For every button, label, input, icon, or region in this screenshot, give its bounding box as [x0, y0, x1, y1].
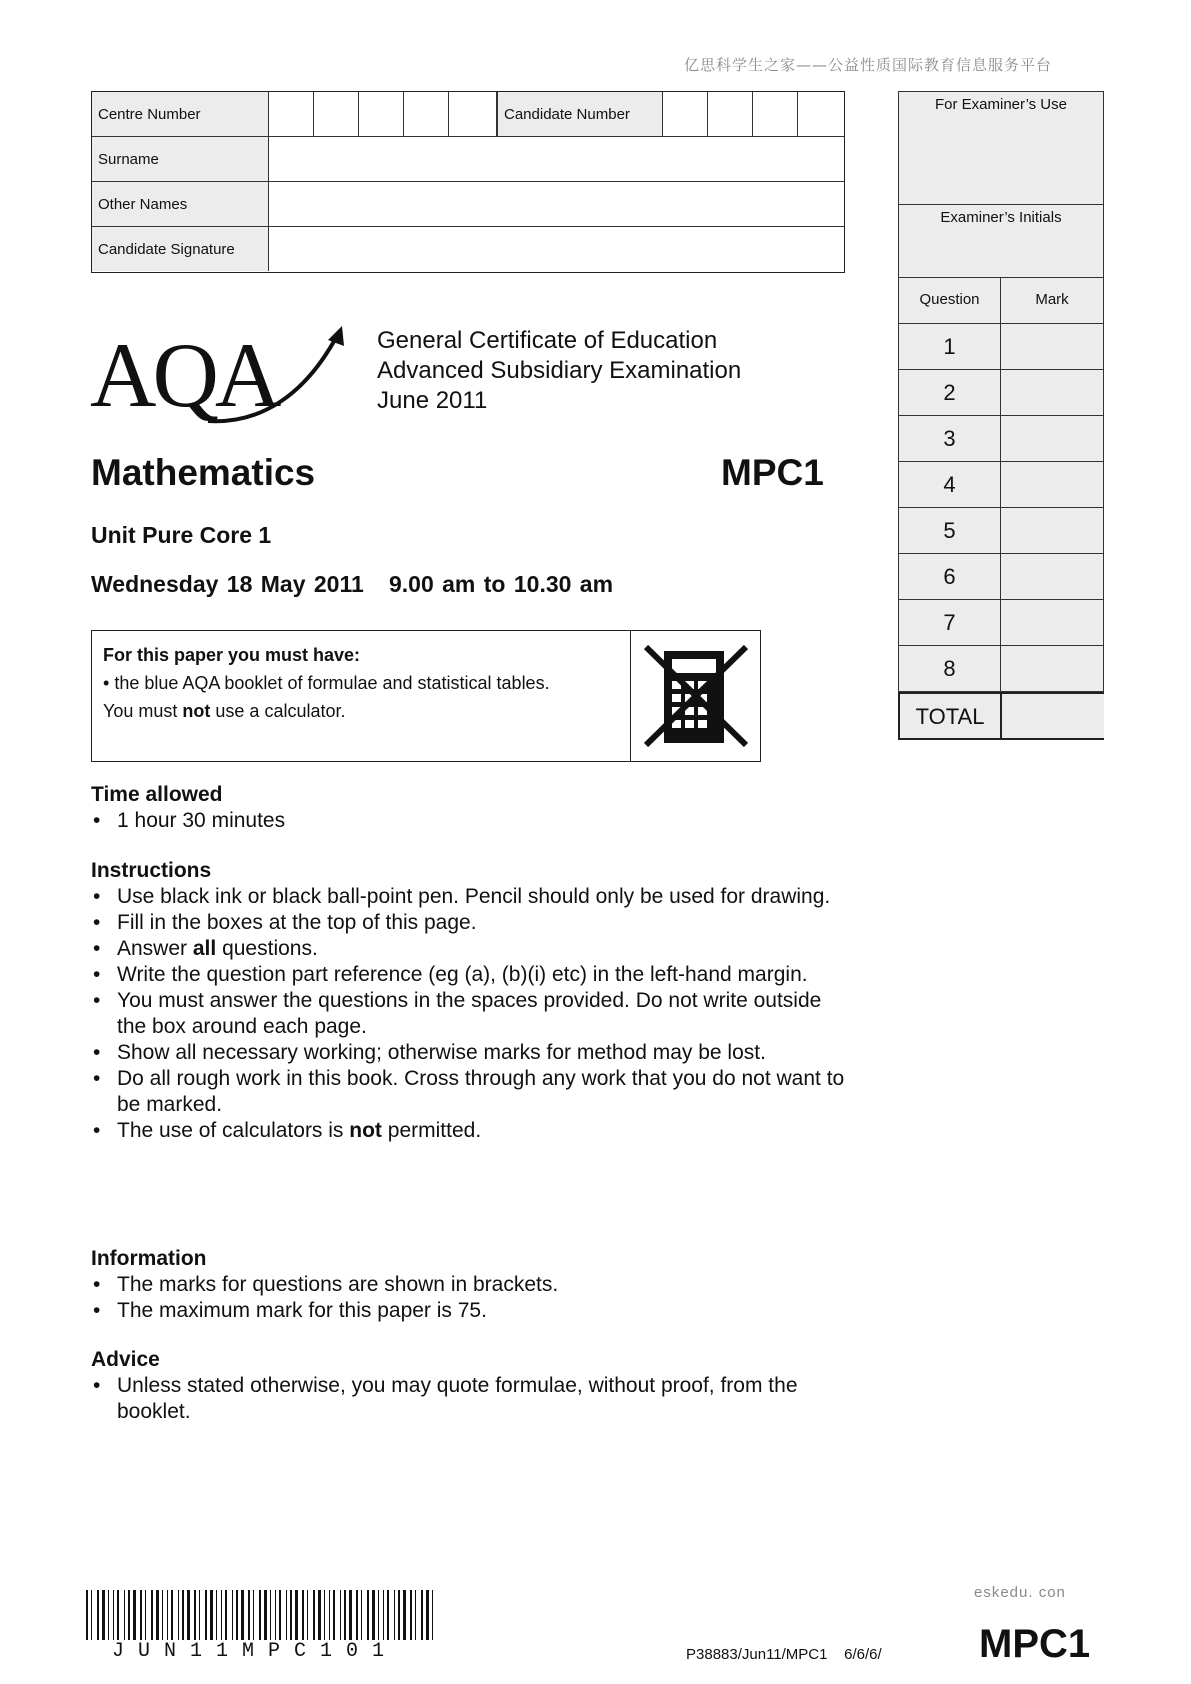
centre-digit-field[interactable]: [359, 92, 404, 136]
aqa-logo: [90, 326, 352, 431]
exam-session: June 2011: [377, 387, 488, 414]
total-row: [898, 692, 1104, 740]
examiner-use-box: [898, 91, 1104, 205]
instructions-section: [91, 858, 851, 1144]
gce-line-2: Advanced Subsidiary Examination: [377, 357, 742, 384]
exam-date-time: [91, 571, 613, 598]
candidate-details-table: [91, 91, 845, 273]
paper-reference: P38883/Jun11/MPC1 6/6/6/: [686, 1646, 882, 1663]
examiner-initials-label: Examiner’s Initials: [940, 209, 1062, 226]
barcode-text: JUN11MPC101: [112, 1640, 399, 1663]
mark-header: Mark: [1001, 278, 1103, 323]
unit-title: Unit Pure Core 1: [91, 522, 272, 548]
centre-candidate-row: [92, 92, 844, 137]
information-item: • The maximum mark for this paper is 75.: [91, 1298, 851, 1324]
advice-section: [91, 1347, 811, 1425]
information-section: [91, 1246, 851, 1324]
mark-cell: [1001, 462, 1103, 507]
examiner-initials-box: [898, 204, 1104, 278]
question-row: [898, 416, 1104, 462]
surname-label: Surname: [92, 137, 269, 181]
advice-item: • Unless stated otherwise, you may quote formulae, without proof, from the booklet.: [91, 1373, 811, 1425]
total-label: TOTAL: [900, 694, 1002, 738]
instruction-item: • The use of calculators is not permitted.: [91, 1118, 851, 1144]
time-allowed-item: • 1 hour 30 minutes: [91, 808, 851, 834]
mark-cell: [1001, 554, 1103, 599]
instruction-item: • Show all necessary working; otherwise marks for method may be lost.: [91, 1040, 851, 1066]
site-watermark: eskedu. con: [974, 1584, 1066, 1601]
question-row: [898, 324, 1104, 370]
question-header: Question: [899, 278, 1001, 323]
question-row: [898, 370, 1104, 416]
information-heading: Information: [91, 1247, 207, 1270]
instructions-heading: Instructions: [91, 859, 212, 882]
other-names-label: Other Names: [92, 182, 269, 226]
information-item: • The marks for questions are shown in brackets.: [91, 1272, 851, 1298]
question-mark-header: [898, 278, 1104, 324]
exam-time: 9.00 am to 10.30 am: [388, 571, 614, 597]
instruction-item: • Write the question part reference (eg (a), (b)(i) etc) in the left-hand margin.: [91, 962, 851, 988]
watermark-text: 亿思科学生之家——公益性质国际教育信息服务平台: [684, 56, 1053, 74]
question-number: 7: [899, 600, 1001, 645]
question-number: 4: [899, 462, 1001, 507]
instruction-item: • You must answer the questions in the spaces provided. Do not write outside the box around each page.: [91, 988, 851, 1040]
exam-date: Wednesday 18 May 2011: [91, 571, 364, 597]
barcode: [86, 1590, 438, 1645]
mark-cell: [1001, 370, 1103, 415]
examiner-use-label: For Examiner’s Use: [935, 96, 1067, 113]
question-row: [898, 508, 1104, 554]
question-number: 1: [899, 324, 1001, 369]
candidate-digit-field[interactable]: [798, 92, 843, 136]
question-row: [898, 462, 1104, 508]
instruction-item: • Fill in the boxes at the top of this page.: [91, 910, 851, 936]
candidate-digit-field[interactable]: [708, 92, 753, 136]
mark-cell: [1001, 324, 1103, 369]
question-row: [898, 554, 1104, 600]
qualification-block: [377, 326, 741, 416]
question-row: [898, 646, 1104, 692]
centre-digit-field[interactable]: [404, 92, 449, 136]
signature-row[interactable]: [92, 227, 844, 271]
candidate-digit-field[interactable]: [663, 92, 708, 136]
candidate-number-label: Candidate Number: [497, 92, 663, 136]
question-number: 8: [899, 646, 1001, 691]
no-calculator-icon: [642, 641, 750, 756]
mark-cell: [1001, 600, 1103, 645]
instruction-item: • Do all rough work in this book. Cross through any work that you do not want to be marked.: [91, 1066, 851, 1118]
mark-cell: [1001, 646, 1103, 691]
mark-cell: [1001, 416, 1103, 461]
calculator-note: You must not use a calculator.: [103, 701, 346, 721]
question-number: 2: [899, 370, 1001, 415]
signature-label: Candidate Signature: [92, 227, 269, 271]
other-names-row[interactable]: [92, 182, 844, 227]
question-number: 3: [899, 416, 1001, 461]
time-allowed-heading: Time allowed: [91, 783, 223, 806]
centre-number-label: Centre Number: [92, 92, 269, 136]
materials-item: • the blue AQA booklet of formulae and statistical tables.: [103, 673, 550, 693]
footer-paper-code: MPC1: [979, 1622, 1091, 1666]
advice-heading: Advice: [91, 1348, 160, 1371]
aqa-logo-text: AQA: [90, 326, 278, 426]
paper-code: MPC1: [721, 452, 824, 493]
time-allowed-section: [91, 782, 851, 834]
question-number: 6: [899, 554, 1001, 599]
total-mark-cell: [1002, 694, 1104, 738]
centre-digit-field[interactable]: [269, 92, 314, 136]
subject-title: Mathematics: [91, 452, 316, 493]
instruction-item: • Answer all questions.: [91, 936, 851, 962]
question-number: 5: [899, 508, 1001, 553]
candidate-digit-field[interactable]: [753, 92, 798, 136]
gce-line-1: General Certificate of Education: [377, 327, 718, 354]
materials-title: For this paper you must have:: [103, 645, 361, 665]
question-row: [898, 600, 1104, 646]
centre-digit-field[interactable]: [314, 92, 359, 136]
surname-row[interactable]: [92, 137, 844, 182]
mark-cell: [1001, 508, 1103, 553]
instruction-item: • Use black ink or black ball-point pen. Pencil should only be used for drawing.: [91, 884, 851, 910]
materials-box: [91, 630, 761, 762]
centre-digit-field[interactable]: [449, 92, 497, 136]
